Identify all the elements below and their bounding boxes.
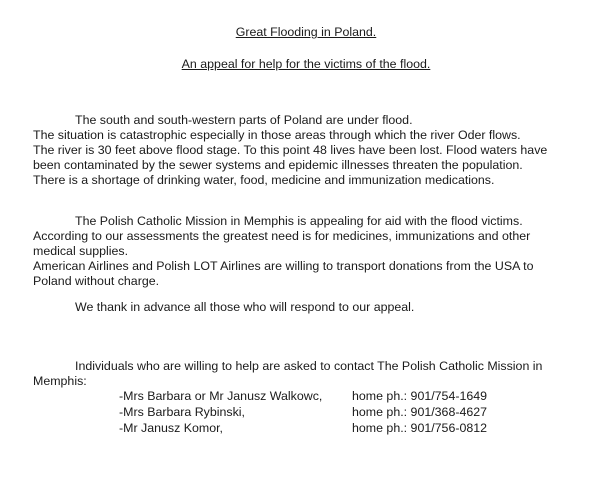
paragraph-line: Poland without charge. xyxy=(33,274,160,288)
paragraph-line: The situation is catastrophic especially in those areas through which the river Oder flows. xyxy=(33,128,521,142)
contact-phone: home ph.: 901/756-0812 xyxy=(352,421,488,435)
paragraph-line: The south and south-western parts of Poland are under flood. xyxy=(75,113,413,127)
paragraph-thanks xyxy=(33,300,593,315)
contact-name: -Mr Janusz Komor, xyxy=(119,421,223,435)
contact-entry xyxy=(0,389,600,405)
contact-entry xyxy=(0,421,600,437)
paragraph-line: The river is 30 feet above flood stage. To this point 48 lives have been lost. Flood waters have xyxy=(33,143,548,157)
contact-entry xyxy=(0,405,600,421)
paragraph-contact-intro xyxy=(33,359,593,389)
paragraph-line: been contaminated by the sewer systems and epidemic illnesses threaten the population. xyxy=(33,158,523,172)
paragraph-line: We thank in advance all those who will respond to our appeal. xyxy=(75,300,415,314)
paragraph-line: The Polish Catholic Mission in Memphis is appealing for aid with the flood victims. xyxy=(75,214,523,228)
paragraph-line: medical supplies. xyxy=(33,244,129,258)
paragraph-situation xyxy=(33,113,593,188)
paragraph-line: Individuals who are willing to help are asked to contact The Polish Catholic Mission in xyxy=(75,359,543,373)
contact-phone: home ph.: 901/754-1649 xyxy=(352,389,488,403)
contact-name: -Mrs Barbara Rybinski, xyxy=(119,405,245,419)
paragraph-appeal xyxy=(33,214,593,289)
paragraph-line: According to our assessments the greatest need is for medicines, immunizations and other xyxy=(33,229,531,243)
paragraph-line: American Airlines and Polish LOT Airlines are willing to transport donations from the USA to xyxy=(33,259,534,273)
contact-name: -Mrs Barbara or Mr Janusz Walkowc, xyxy=(119,389,323,403)
paragraph-line: There is a shortage of drinking water, food, medicine and immunization medications. xyxy=(33,173,495,187)
paragraph-line: Memphis: xyxy=(33,374,87,388)
document-subtitle: An appeal for help for the victims of the flood. xyxy=(181,57,431,71)
contact-phone: home ph.: 901/368-4627 xyxy=(352,405,488,419)
document-title: Great Flooding in Poland. xyxy=(235,25,377,39)
contact-list xyxy=(0,389,600,437)
